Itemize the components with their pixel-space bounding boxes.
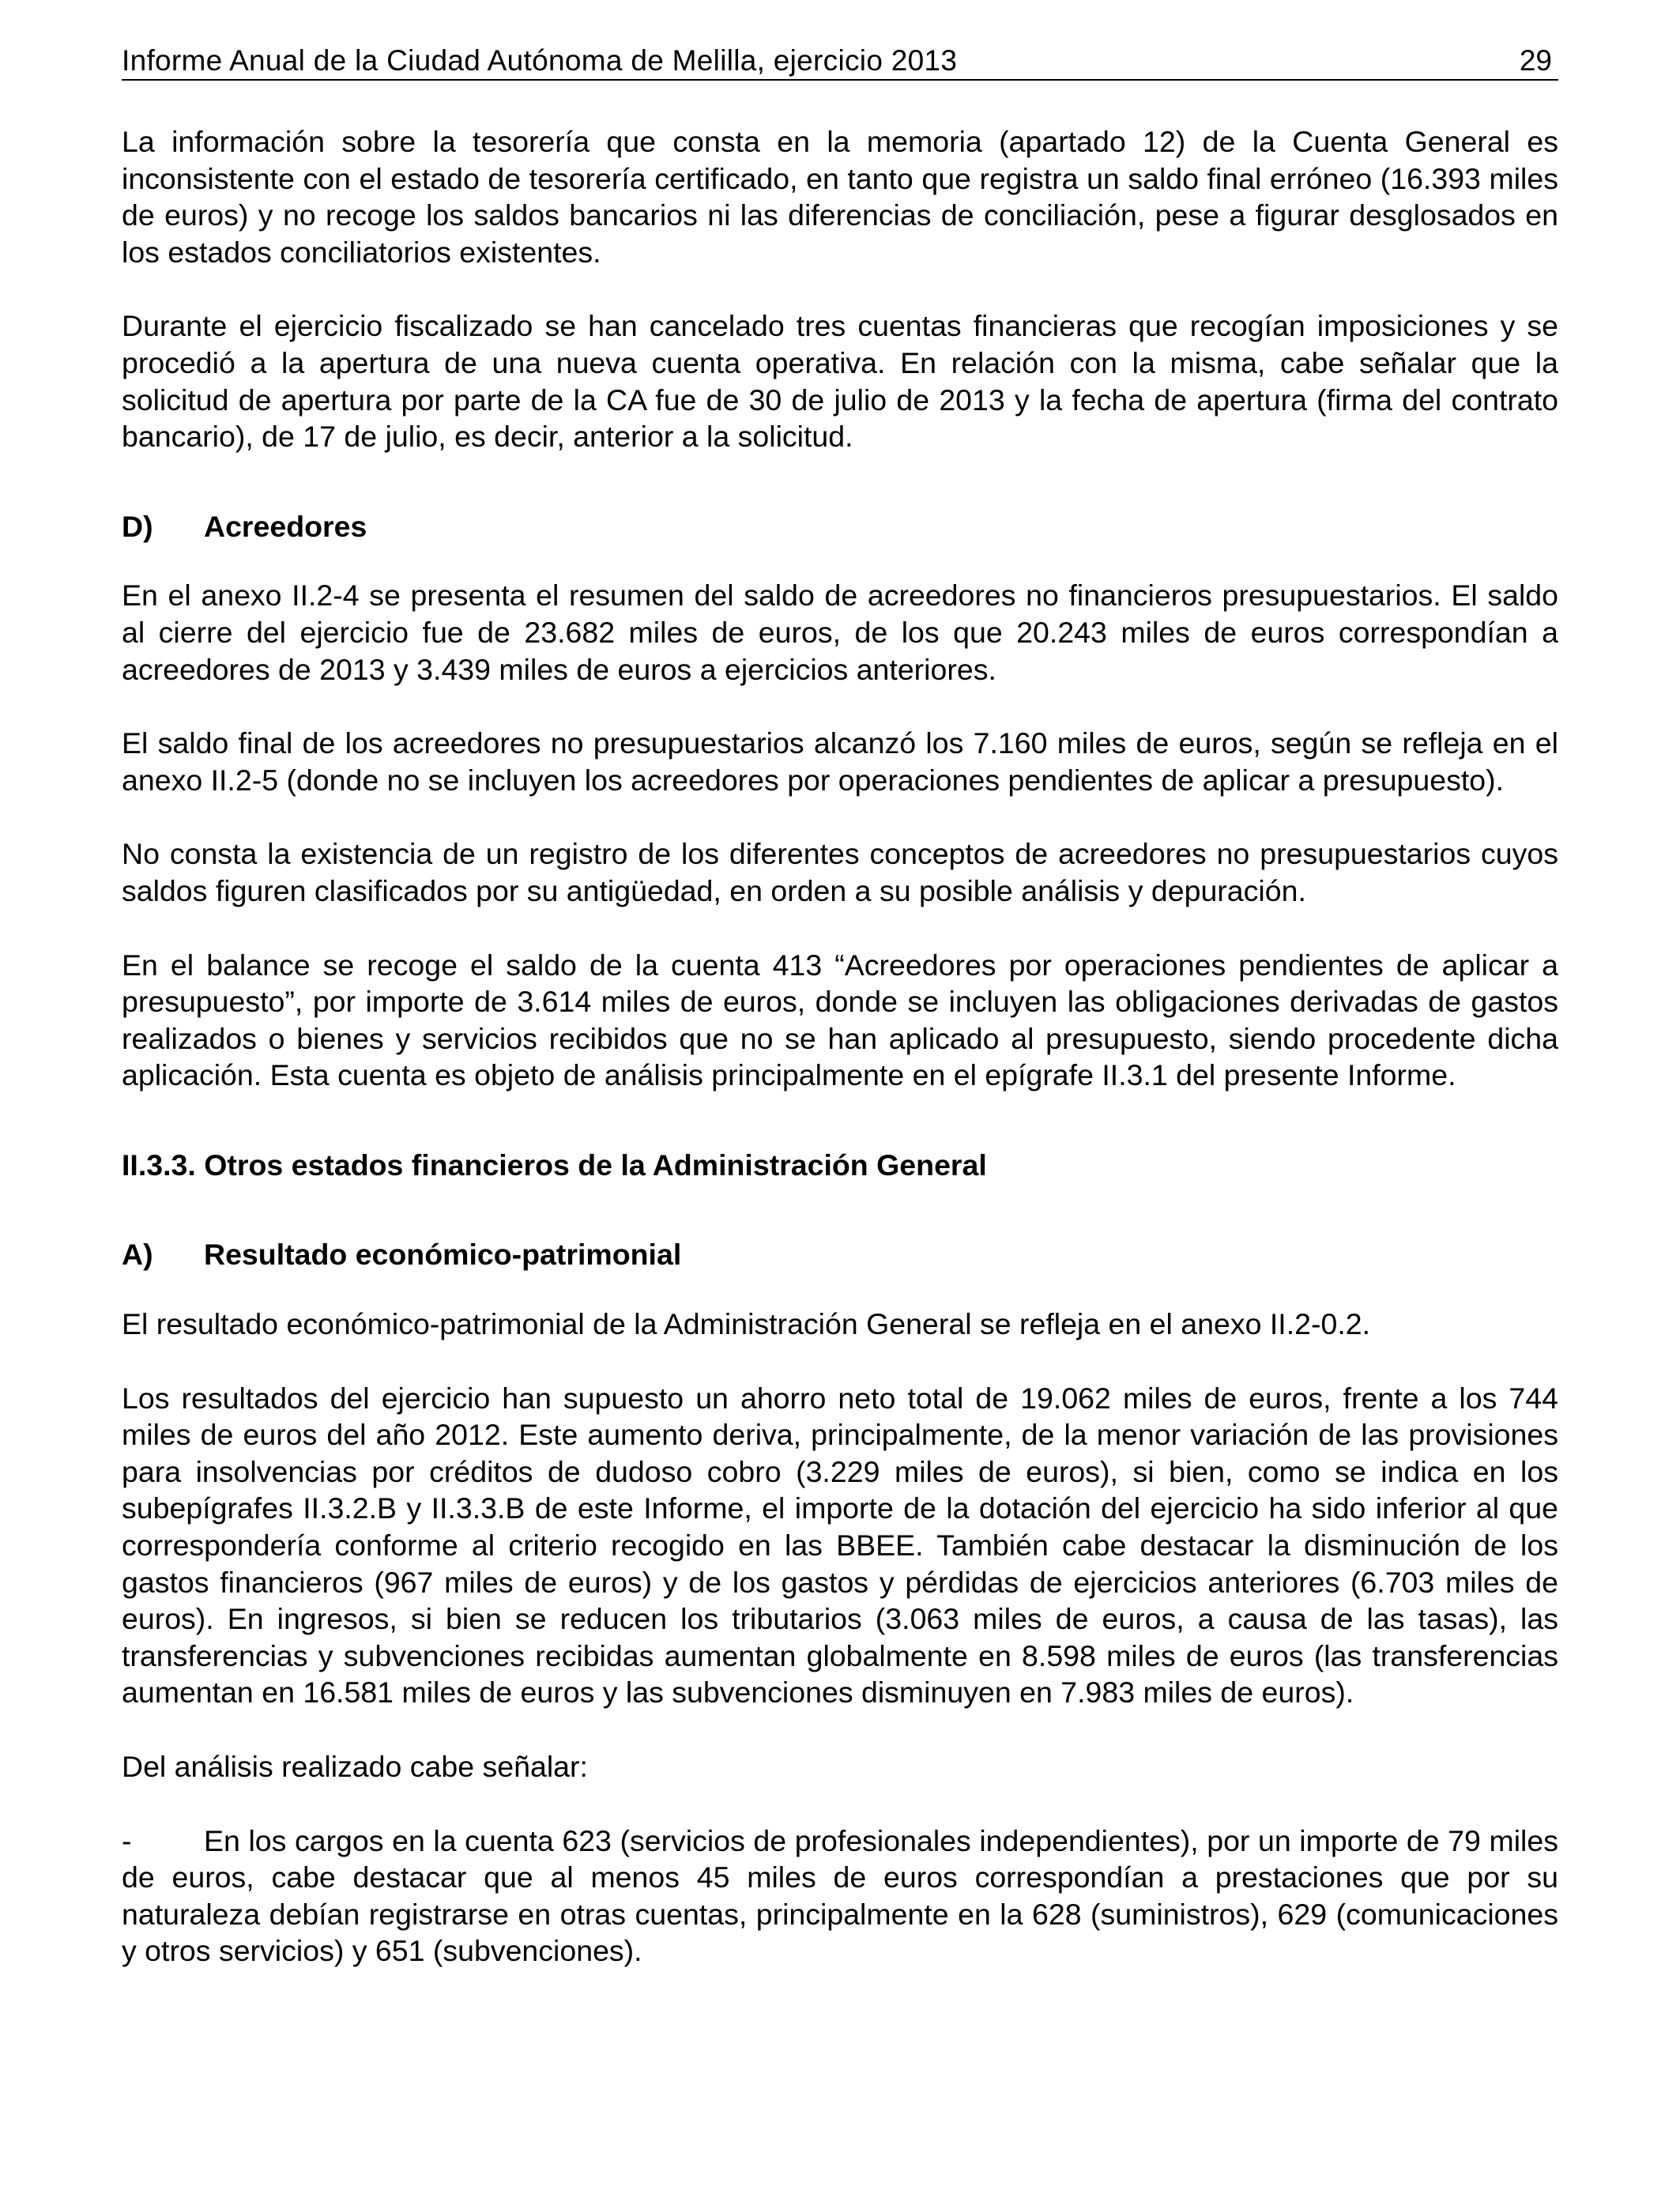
document-body bbox=[122, 123, 1558, 1970]
page-header bbox=[122, 41, 1558, 81]
section-label: A) bbox=[122, 1238, 153, 1272]
paragraph-resultado-anexo: El resultado económico-patrimonial de la Administración General se refleja en el anexo II.2-0.2. bbox=[122, 1307, 1371, 1341]
list-bullet: - bbox=[122, 1823, 132, 1857]
list-item bbox=[122, 1823, 1558, 1970]
list-item-text: En los cargos en la cuenta 623 (servicios de profesionales independientes), por un importe de 79 miles de euros, cabe destacar que al menos 45 miles de euros correspondían a prestaciones que por su naturaleza debían registrarse en otras cuentas, principalmente en la 628 (suministros), 629 (comunicaciones y otros servicios) y 651 (subvenciones). bbox=[122, 1823, 1558, 1968]
section-title: Acreedores bbox=[204, 509, 367, 543]
header-title: Informe Anual de la Ciudad Autónoma de Melilla, ejercicio 2013 bbox=[122, 44, 958, 77]
section-heading-otros-estados: II.3.3. Otros estados financieros de la Administración General bbox=[122, 1148, 987, 1182]
section-label: D) bbox=[122, 509, 153, 543]
paragraph-cuentas-financieras: Durante el ejercicio fiscalizado se han cancelado tres cuentas financieras que recogían imposiciones y se procedió a la apertura de una nueva cuenta operativa. En relación con la misma, cabe señalar que la solicitud de apertura por parte de la CA fue de 30 de julio de 2013 y la fecha de apertura (firma del contrato bancario), de 17 de julio, es decir, anterior a la solicitud. bbox=[122, 309, 1558, 454]
section-heading-acreedores bbox=[122, 508, 1558, 545]
paragraph-acreedores-presupuestarios: En el anexo II.2-4 se presenta el resumen del saldo de acreedores no financieros presupuestarios. El saldo al cierre del ejercicio fue de 23.682 miles de euros, de los que 20.243 miles de euros correspondían a acreedores de 2013 y 3.439 miles de euros a ejercicios anteriores. bbox=[122, 579, 1558, 686]
page-number: 29 bbox=[1519, 44, 1552, 77]
section-heading-resultado bbox=[122, 1236, 1558, 1273]
section-title: Resultado económico-patrimonial bbox=[204, 1238, 682, 1272]
paragraph-resultados-ejercicio: Los resultados del ejercicio han supuesto un ahorro neto total de 19.062 miles de euros, frente a los 744 miles de euros del año 2012. Este aumento deriva, principalmente, de la menor variación de las provisiones para insolvencias por créditos de dudoso cobro (3.229 miles de euros), si bien, como se indica en los subepígrafes II.3.2.B y II.3.3.B de este Informe, el importe de la dotación del ejercicio ha sido inferior al que correspondería conforme al criterio recogido en las BBEE. También cabe destacar la disminución de los gastos financieros (967 miles de euros) y de los gastos y pérdidas de ejercicios anteriores (6.703 miles de euros). En ingresos, si bien se reducen los tributarios (3.063 miles de euros, a causa de las tasas), las transferencias y subvenciones recibidas aumentan globalmente en 8.598 miles de euros (las transferencias aumentan en 16.581 miles de euros y las subvenciones disminuyen en 7.983 miles de euros). bbox=[122, 1381, 1558, 1710]
paragraph-tesoreria-memoria: La información sobre la tesorería que consta en la memoria (apartado 12) de la Cuenta General es inconsistente con el estado de tesorería certificado, en tanto que registra un saldo final erróneo (16.393 miles de euros) y no recoge los saldos bancarios ni las diferencias de conciliación, pese a figurar desglosados en los estados conciliatorios existentes. bbox=[122, 125, 1558, 269]
paragraph-cuenta-413: En el balance se recoge el saldo de la cuenta 413 “Acreedores por operaciones pendientes de aplicar a presupuesto”, por importe de 3.614 miles de euros, donde se incluyen las obligaciones derivadas de gastos realizados o bienes y servicios recibidos que no se han aplicado al presupuesto, siendo procedente dicha aplicación. Esta cuenta es objeto de análisis principalmente en el epígrafe II.3.1 del presente Informe. bbox=[122, 948, 1558, 1092]
paragraph-acreedores-no-presupuestarios: El saldo final de los acreedores no presupuestarios alcanzó los 7.160 miles de euros, según se refleja en el anexo II.2-5 (donde no se incluyen los acreedores por operaciones pendientes de aplicar a presupuesto). bbox=[122, 726, 1558, 797]
paragraph-analisis-intro: Del análisis realizado cabe señalar: bbox=[122, 1750, 588, 1783]
paragraph-registro-conceptos: No consta la existencia de un registro de los diferentes conceptos de acreedores no presupuestarios cuyos saldos figuren clasificados por su antigüedad, en orden a su posible análisis y depuración. bbox=[122, 837, 1558, 907]
